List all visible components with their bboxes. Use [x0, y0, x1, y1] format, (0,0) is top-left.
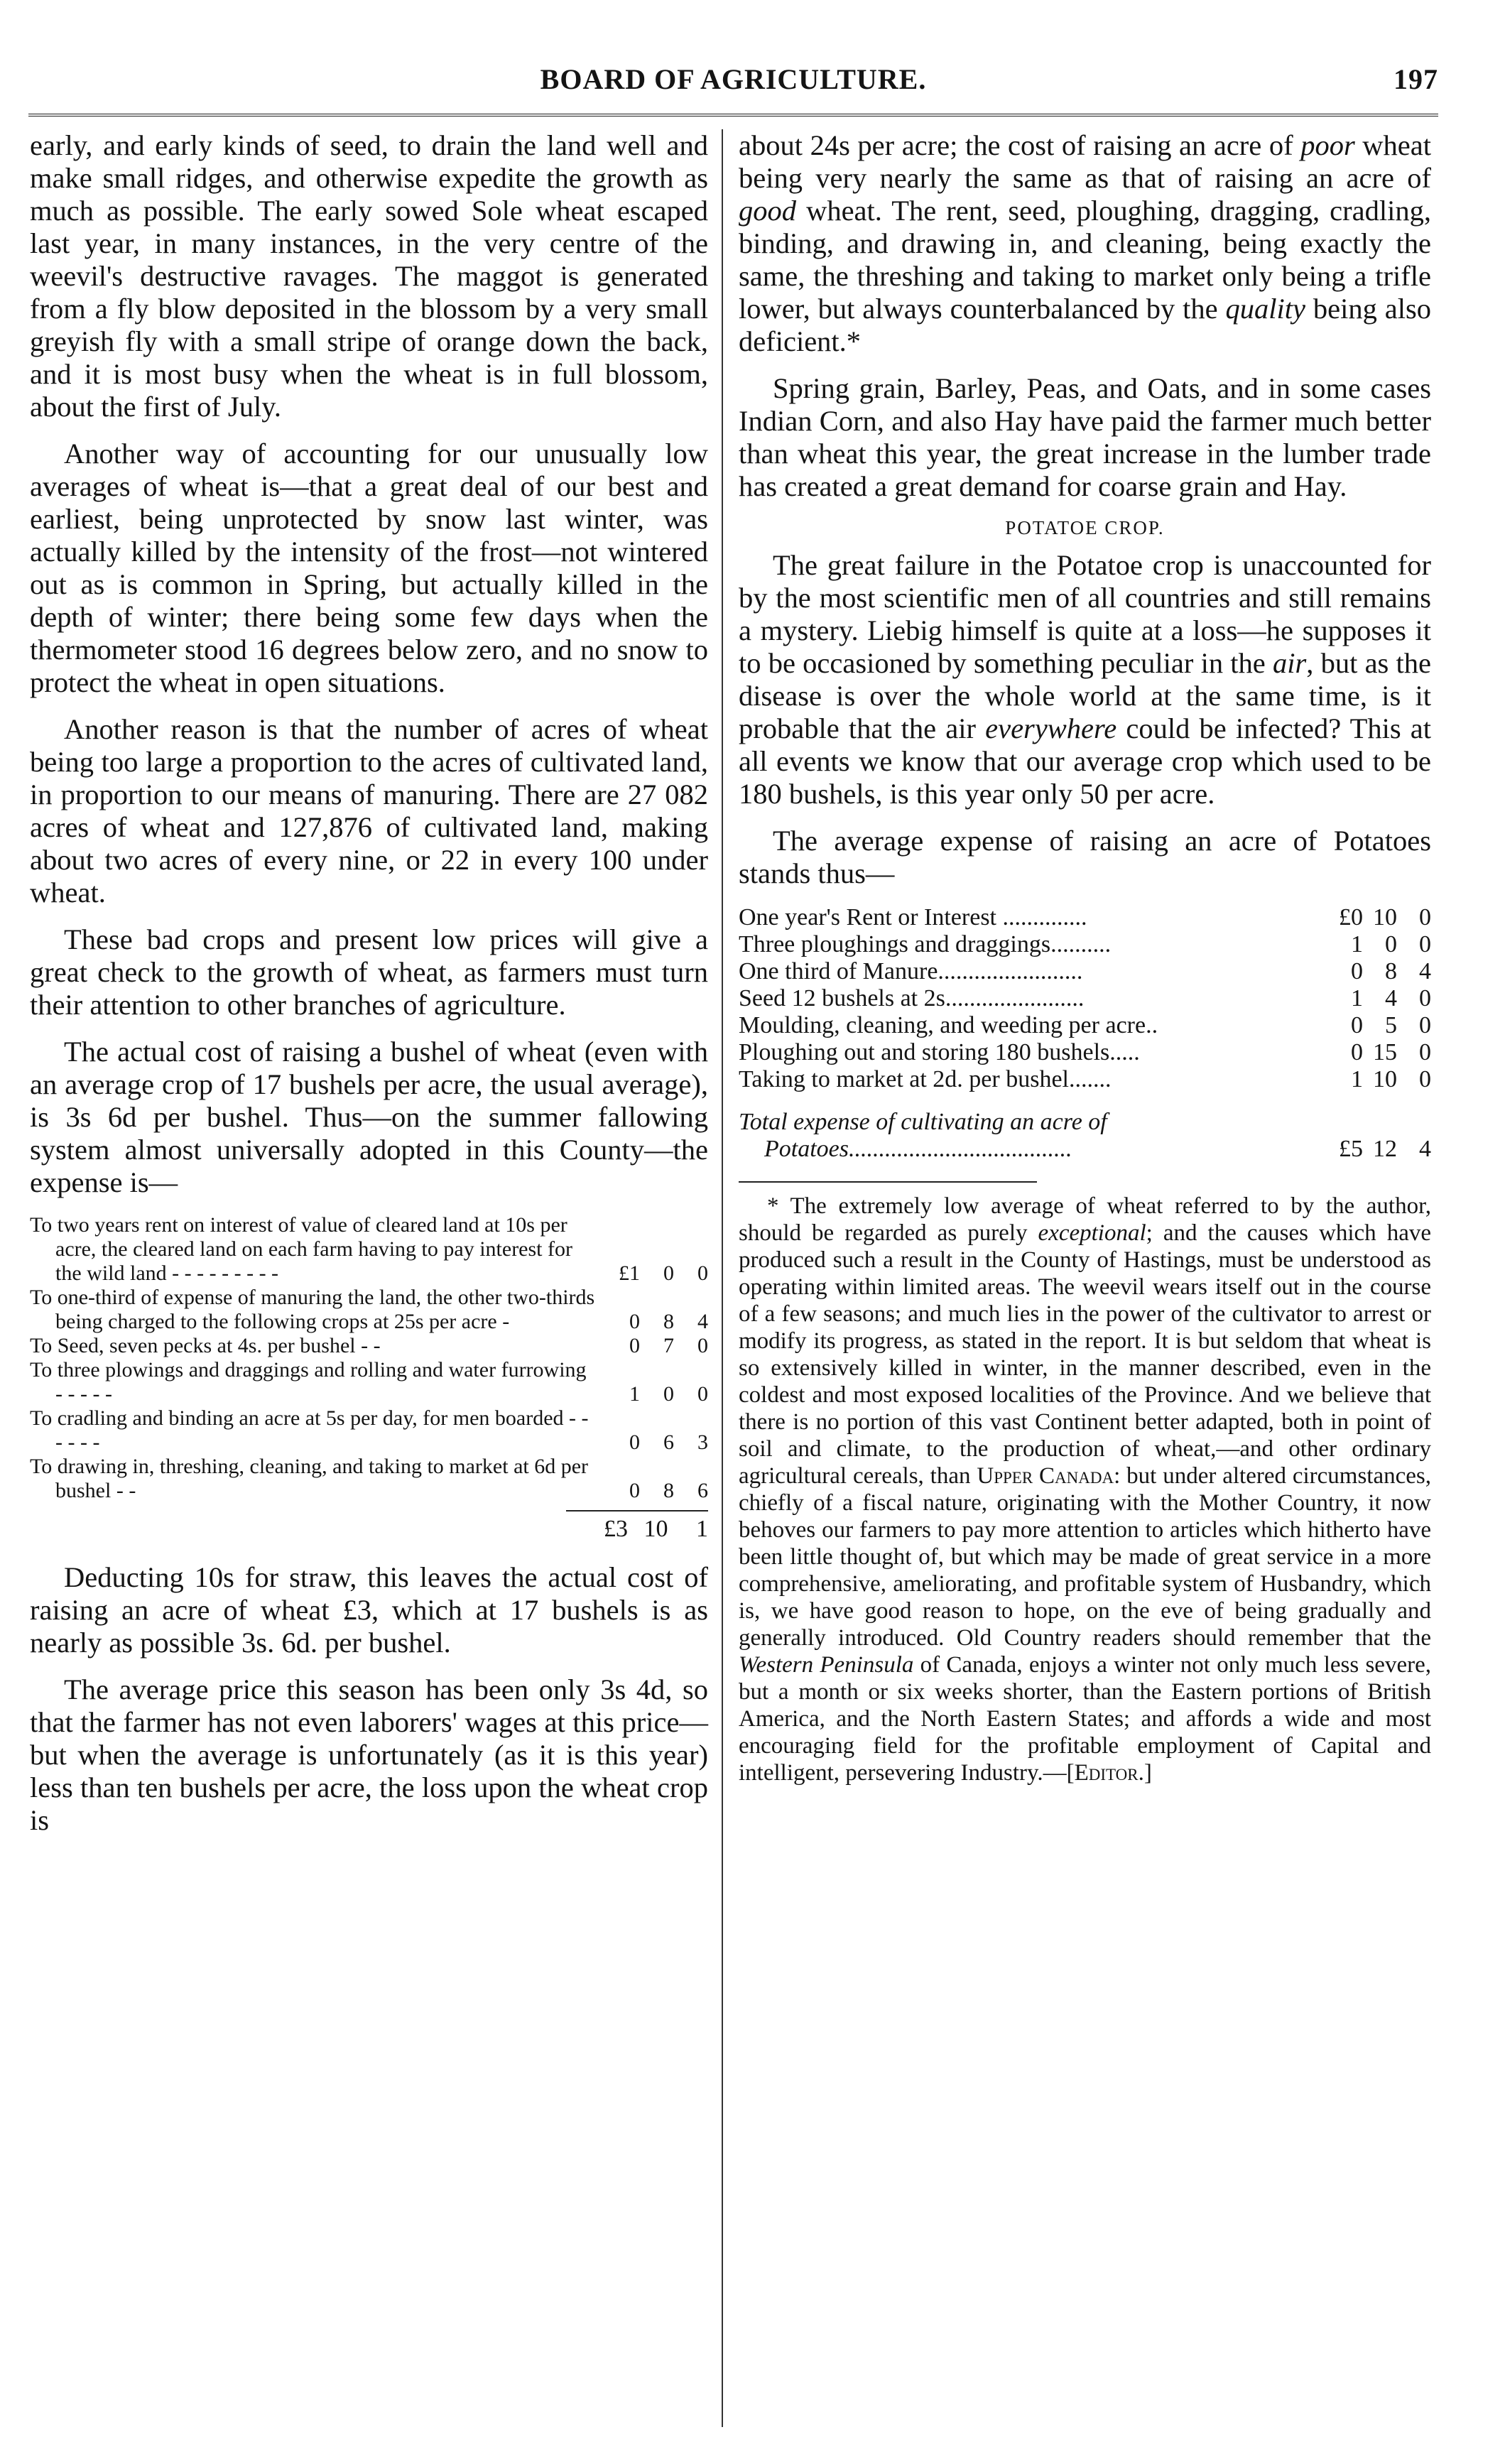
section-heading: POTATOE CROP. [1005, 517, 1165, 538]
table-row [30, 1213, 708, 1286]
text-run: * The extremely low average of wheat referred to by the author, should be regarded as purely [739, 1193, 1431, 1246]
table-row [30, 1406, 708, 1455]
cost-desc: To cradling and binding an acre at 5s per day, for men boarded - - - - - - [30, 1406, 589, 1454]
cost-pence: 0 [1419, 931, 1431, 957]
italic-word: everywhere [985, 712, 1117, 744]
table-row [739, 904, 1431, 931]
paragraph: The actual cost of raising a bushel of wheat (even with an average crop of 17 bushels per acre, the usual average), is 3s 6d per bushel. Thus—on the summer fallowing system almost universally adopted in this County—the expense is— [30, 1036, 708, 1198]
italic-word: quality [1225, 293, 1306, 325]
cost-desc: One third of Manure........................ [739, 958, 1083, 984]
cost-pence: 0 [697, 1261, 708, 1285]
cost-shillings: 15 [1373, 1039, 1397, 1065]
cost-pence: 6 [697, 1479, 708, 1502]
cost-pence: 0 [1419, 904, 1431, 930]
text-run: wheat. The rent, seed, ploughing, dragging, cradling, binding, and drawing in, and cleaning, being exactly the same, the threshing and taking to market only being a trifle lower, but always counterbalanced by the [739, 195, 1431, 325]
cost-shillings: 5 [1385, 1012, 1397, 1038]
paragraph: These bad crops and present low prices will give a great check to the growth of wheat, as farmers must turn their attention to other branches of agriculture. [30, 923, 708, 1021]
text-run: ; and the causes which have produced such a result in the County of Hastings, must be understood as operating within limited areas. The weevil wears itself out in the course of a few seasons; and much lies in the power of the cultivator to arrest or modify its progress, as stated in the report. It is but seldom that wheat is so extensively killed in winter, in the manner described, even in the coldest and most exposed localities of the Province. And we believe that there is no portion of this vast Continent better adapted, both in point of soil and climate, to the production of wheat,—and other ordinary agricultural cereals, than [739, 1220, 1432, 1489]
cost-pence: 0 [1419, 1066, 1431, 1092]
cost-pounds: 1 [1351, 1066, 1363, 1092]
total-pounds: £5 [1339, 1136, 1363, 1162]
paragraph: early, and early kinds of seed, to drain the land well and make small ridges, and otherwise expedite the growth as much as possible. The early sowed Sole wheat escaped last year, in many instances, in the very centre of the weevil's destructive ravages. The maggot is generated from a fly blow deposited in the blossom by a very small greyish fly with a small stripe of orange down the back, and it is most busy when the wheat is in full blossom, about the first of July. [30, 129, 708, 423]
small-caps-word: Editor [1074, 1760, 1139, 1786]
cost-pounds: 0 [629, 1431, 640, 1454]
italic-word: Western Peninsula [739, 1652, 914, 1678]
table-row [30, 1334, 708, 1358]
total-pounds: £3 [604, 1516, 628, 1542]
cost-pounds: £1 [619, 1261, 640, 1285]
cost-desc: Ploughing out and storing 180 bushels..... [739, 1039, 1140, 1065]
total-shillings: 12 [1373, 1136, 1397, 1162]
cost-pence: 3 [697, 1431, 708, 1454]
cost-pounds: 0 [629, 1310, 640, 1333]
cost-shillings: 0 [1385, 931, 1397, 957]
cost-pence: 0 [1419, 1012, 1431, 1038]
cost-pounds: 0 [1351, 958, 1363, 984]
cost-pounds: 0 [629, 1479, 640, 1502]
cost-shillings: 7 [663, 1334, 674, 1357]
running-title: BOARD OF AGRICULTURE. [540, 63, 927, 95]
table-row [30, 1286, 708, 1334]
cost-shillings: 8 [663, 1479, 674, 1502]
cost-desc: To drawing in, threshing, cleaning, and taking to market at 6d per bushel - - [30, 1455, 589, 1502]
cost-pounds: £0 [1339, 904, 1363, 930]
total-desc: Total expense of cultivating an acre of Potatoes..................................... [739, 1109, 1107, 1162]
left-column [30, 129, 708, 1851]
paragraph: The average price this season has been only 3s 4d, so that the farmer has not even laborers' wages at this price—but when the average is unfortunately (as it is this year) less than ten bushels per acre, the loss upon the wheat crop is [30, 1673, 708, 1836]
cost-shillings: 0 [663, 1261, 674, 1285]
italic-word: air [1273, 647, 1307, 679]
table-row-total [739, 1093, 1431, 1163]
table-row [739, 958, 1431, 985]
text-run: being also deficient.* [739, 293, 1431, 357]
cost-shillings: 8 [663, 1310, 674, 1333]
page-number: 197 [1393, 63, 1438, 95]
table-row [739, 931, 1431, 958]
cost-pounds: 1 [1351, 985, 1363, 1011]
cost-desc: To two years rent on interest of value of cleared land at 10s per acre, the cleared land on each farm having to pay interest for the wild land - - - - - - - - - [30, 1213, 572, 1285]
cost-desc: To three plowings and draggings and rolling and water furrowing - - - - - [30, 1358, 587, 1406]
table-row [739, 1012, 1431, 1039]
total-pence: 1 [696, 1516, 708, 1542]
total-shillings: 10 [643, 1516, 668, 1542]
table-row [739, 985, 1431, 1012]
text-run: .] [1138, 1760, 1152, 1786]
table-row [739, 1039, 1431, 1066]
cost-pence: 0 [697, 1382, 708, 1406]
sum-rule [566, 1510, 708, 1511]
cost-pence: 0 [1419, 985, 1431, 1011]
cost-pence: 0 [697, 1334, 708, 1357]
cost-shillings: 4 [1385, 985, 1397, 1011]
italic-word: poor [1300, 129, 1355, 161]
italic-word: exceptional [1038, 1220, 1146, 1246]
cost-shillings: 10 [1373, 904, 1397, 930]
table-row [30, 1358, 708, 1406]
cost-pounds: 0 [1351, 1039, 1363, 1065]
column-divider [722, 129, 723, 2427]
total-pence: 4 [1419, 1136, 1431, 1162]
cost-shillings: 0 [663, 1382, 674, 1406]
text-run: wheat being very nearly the same as that of raising an acre of [739, 129, 1431, 194]
editor-footnote [739, 1193, 1431, 1786]
wheat-cost-table [30, 1213, 708, 1503]
small-caps-word: Upper Canada [977, 1463, 1114, 1489]
paragraph: Another reason is that the number of acres of wheat being too large a proportion to the acres of cultivated land, in proportion to our means of manuring. There are 27 082 acres of wheat and 127,876 of cultivated land, making about two acres of every nine, or 22 in every 100 under wheat. [30, 713, 708, 908]
cost-desc: Taking to market at 2d. per bushel....... [739, 1066, 1112, 1092]
table-row [30, 1455, 708, 1503]
cost-pounds: 1 [1351, 931, 1363, 957]
paragraph [739, 129, 1431, 358]
footnote-rule [739, 1181, 1037, 1183]
cost-desc: To Seed, seven pecks at 4s. per bushel - - [30, 1334, 381, 1357]
cost-desc: Moulding, cleaning, and weeding per acre.. [739, 1012, 1158, 1038]
potato-cost-table [739, 904, 1431, 1163]
paragraph: Another way of accounting for our unusually low averages of wheat is—that a great deal of our best and earliest, being unprotected by snow last winter, was actually killed by the intensity of the frost—not wintered out as is common in Spring, but actually killed in the depth of winter; there being some few days when the thermometer stood 16 degrees below zero, and no snow to protect the wheat in open situations. [30, 438, 708, 698]
cost-pounds: 0 [1351, 1012, 1363, 1038]
cost-pounds: 1 [629, 1382, 640, 1406]
paragraph: The average expense of raising an acre of Potatoes stands thus— [739, 825, 1431, 889]
text-run: of Canada, enjoys a winter not only much less severe, but a month or six weeks shorter, than the Eastern portions of British America, and the North Eastern States; and affords a wide and most encouraging field for the profitable employment of Capital and intelligent, persevering Industry.—[ [739, 1652, 1431, 1786]
cost-shillings: 10 [1373, 1066, 1397, 1092]
cost-shillings: 8 [1385, 958, 1397, 984]
running-header [28, 63, 1438, 107]
cost-desc: One year's Rent or Interest .............. [739, 904, 1087, 930]
text-run: could be infected? This at all events we know that our average crop which used to be 180 bushels, is this year only 50 per acre. [739, 712, 1431, 810]
cost-pence: 4 [697, 1310, 708, 1333]
wheat-total [30, 1516, 708, 1543]
cost-pence: 4 [1419, 958, 1431, 984]
cost-desc: Seed 12 bushels at 2s....................... [739, 985, 1085, 1011]
paragraph: Spring grain, Barley, Peas, and Oats, and in some cases Indian Corn, and also Hay have paid the farmer much better than wheat this year, the great increase in the lumber trade has created a great demand for coarse grain and Hay. [739, 372, 1431, 502]
cost-shillings: 6 [663, 1431, 674, 1454]
text-run: The great failure in the Potatoe crop is unaccounted for by the most scientific men of all countries and still remains a mystery. Liebig himself is quite at a loss—he supposes it to be occasioned by something peculiar in the [739, 549, 1431, 679]
right-column [739, 129, 1431, 1786]
paragraph [739, 549, 1431, 810]
text-run: : but under altered circumstances, chiefly of a fiscal nature, originating with the Mother Country, it now behoves our farmers to pay more attention to articles which hitherto have been little thought of, but which may be made of great service in a more comprehensive, ameliorating, and profitable system of Husbandry, which is, we have good reason to hope, on the eve of being gradually and generally introduced. Old Country readers should remember that the [739, 1463, 1432, 1651]
cost-pence: 0 [1419, 1039, 1431, 1065]
header-rule [28, 114, 1438, 116]
paragraph: Deducting 10s for straw, this leaves the actual cost of raising an acre of wheat £3, which at 17 bushels is as nearly as possible 3s. 6d. per bushel. [30, 1561, 708, 1659]
cost-desc: Three ploughings and draggings.......... [739, 931, 1112, 957]
table-row [739, 1066, 1431, 1093]
italic-word: good [739, 195, 796, 227]
text-run: , but as the disease is over the whole world at the same time, is it probable that the air [739, 647, 1431, 744]
cost-pounds: 0 [629, 1334, 640, 1357]
text-run: about 24s per acre; the cost of raising an acre of [739, 129, 1301, 161]
cost-desc: To one-third of expense of manuring the land, the other two-thirds being charged to the following crops at 25s per acre - [30, 1286, 595, 1333]
